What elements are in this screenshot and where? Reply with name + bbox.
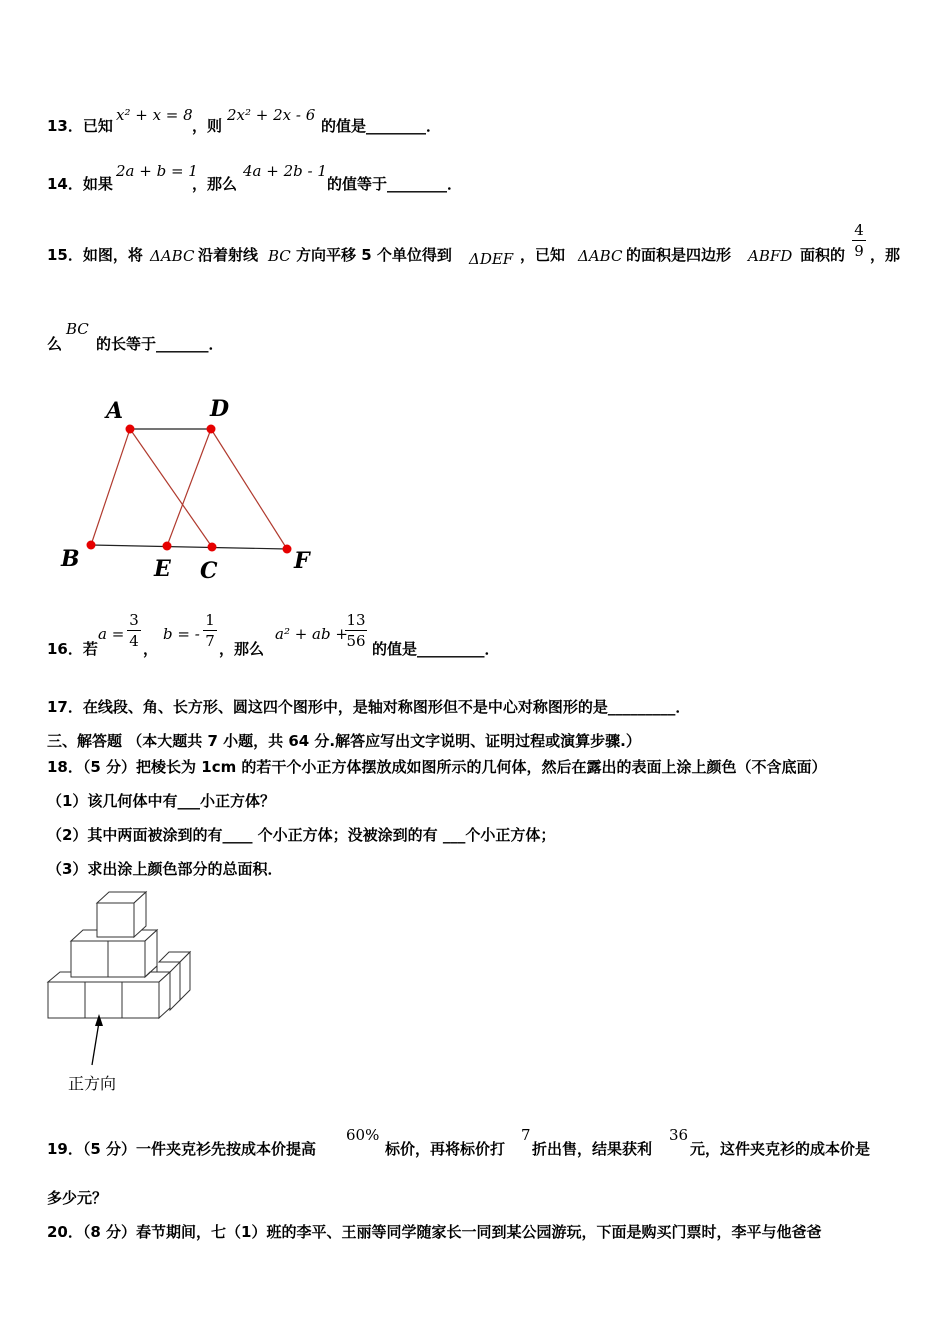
- label-b: B: [61, 546, 80, 572]
- label-f: F: [294, 548, 310, 574]
- q16-b-numerator: 1: [205, 611, 215, 629]
- q15-triangle-abc: ΔABC: [150, 247, 195, 265]
- q16-then: ，那么: [219, 640, 265, 658]
- q18-sub3: （3）求出涂上颜色部分的总面积．: [47, 860, 283, 878]
- q15-p7: ，那: [870, 246, 901, 264]
- q16-a-numerator: 3: [129, 611, 139, 629]
- q16-prefix: 16．若: [47, 640, 98, 658]
- q15-p1: 15．如图，将: [47, 246, 143, 264]
- q19-discount: 7: [521, 1126, 531, 1144]
- q15-quad-abfd: ABFD: [748, 247, 793, 265]
- q18-sub1: （1）该几何体中有___小正方体？: [47, 792, 275, 810]
- label-c: C: [200, 558, 218, 584]
- label-d: D: [210, 396, 230, 422]
- q14-blank: 的值等于________．: [327, 175, 463, 193]
- q15-p6: 面积的: [800, 246, 846, 264]
- q16-b-eq: b = -: [163, 625, 200, 643]
- q19-p1: 19．（5 分）一件夹克衫先按成本价提高: [47, 1140, 317, 1158]
- q15-p5: 的面积是四边形: [626, 246, 732, 264]
- q20-text: 20．（8 分）春节期间，七（1）班的李平、王丽等同学随家长一同到某公园游玩，下面是购买门票时，李平与他爸爸: [47, 1223, 822, 1241]
- direction-arrow-line: [92, 1022, 99, 1065]
- q15-triangle-def: ΔDEF: [469, 250, 514, 268]
- q15-fraction-denominator: 9: [854, 242, 864, 260]
- q14-condition: 2a + b = 1: [116, 162, 198, 180]
- q18-stem: 18．（5 分）把棱长为 1cm 的若干个小正方体摆放成如图所示的几何体，然后在露出的表面上涂上颜色（不含底面）: [47, 758, 827, 776]
- q15-p2: 沿着射线: [198, 246, 259, 264]
- q19-line2: 多少元？: [47, 1189, 108, 1207]
- label-a: A: [106, 398, 124, 424]
- q19-percent: 60%: [346, 1126, 380, 1144]
- q19-p3: 折出售，结果获利: [532, 1140, 653, 1158]
- q13-prefix: 13．已知: [47, 117, 113, 135]
- q16-expression: a² + ab +: [275, 625, 348, 643]
- q15-ray-bc: BC: [268, 247, 291, 265]
- q13-condition: x² + x = 8: [116, 106, 193, 124]
- q13-blank: 的值是________．: [321, 117, 442, 135]
- q16-blank: 的值是_________．: [372, 640, 500, 658]
- direction-label: 正方向: [68, 1074, 117, 1093]
- q13-expression: 2x² + 2x - 6: [227, 106, 316, 124]
- q19-profit: 36: [669, 1126, 689, 1144]
- q16-a-eq: a =: [98, 625, 125, 643]
- q19-p4: 元，这件夹克衫的成本价是: [690, 1140, 871, 1158]
- q16-b-denominator: 7: [205, 632, 215, 650]
- q14-then: ，那么: [192, 175, 238, 193]
- q13-then: ，则: [192, 117, 223, 135]
- label-e: E: [154, 556, 171, 582]
- q17-text: 17．在线段、角、长方形、圆这四个图形中，是轴对称图形但不是中心对称图形的是_________．: [47, 698, 691, 716]
- q16-a-denominator: 4: [129, 632, 139, 650]
- q15-line2-b: 的长等于_______．: [96, 335, 224, 353]
- q15-bc-segment: BC: [66, 320, 89, 338]
- q16-sep: ，: [143, 640, 159, 658]
- q19-p2: 标价，再将标价打: [385, 1140, 506, 1158]
- q15-p3: 方向平移 5 个单位得到: [296, 246, 452, 264]
- q14-expression: 4a + 2b - 1: [243, 162, 327, 180]
- q18-sub2: （2）其中两面被涂到的有____ 个小正方体；没被涂到的有 ___个小正方体；: [47, 826, 556, 844]
- q14-prefix: 14．如果: [47, 175, 113, 193]
- q15-fraction-numerator: 4: [854, 221, 864, 239]
- q15-p4: ，已知: [520, 246, 566, 264]
- q16-c-numerator: 13: [346, 611, 366, 629]
- q15-triangle-abc-2: ΔABC: [578, 247, 623, 265]
- q15-line2-a: 么: [47, 335, 63, 353]
- q16-c-denominator: 56: [346, 632, 366, 650]
- section-heading: 三、解答题 （本大题共 7 小题，共 64 分.解答应写出文字说明、证明过程或演算步骤.）: [47, 732, 641, 750]
